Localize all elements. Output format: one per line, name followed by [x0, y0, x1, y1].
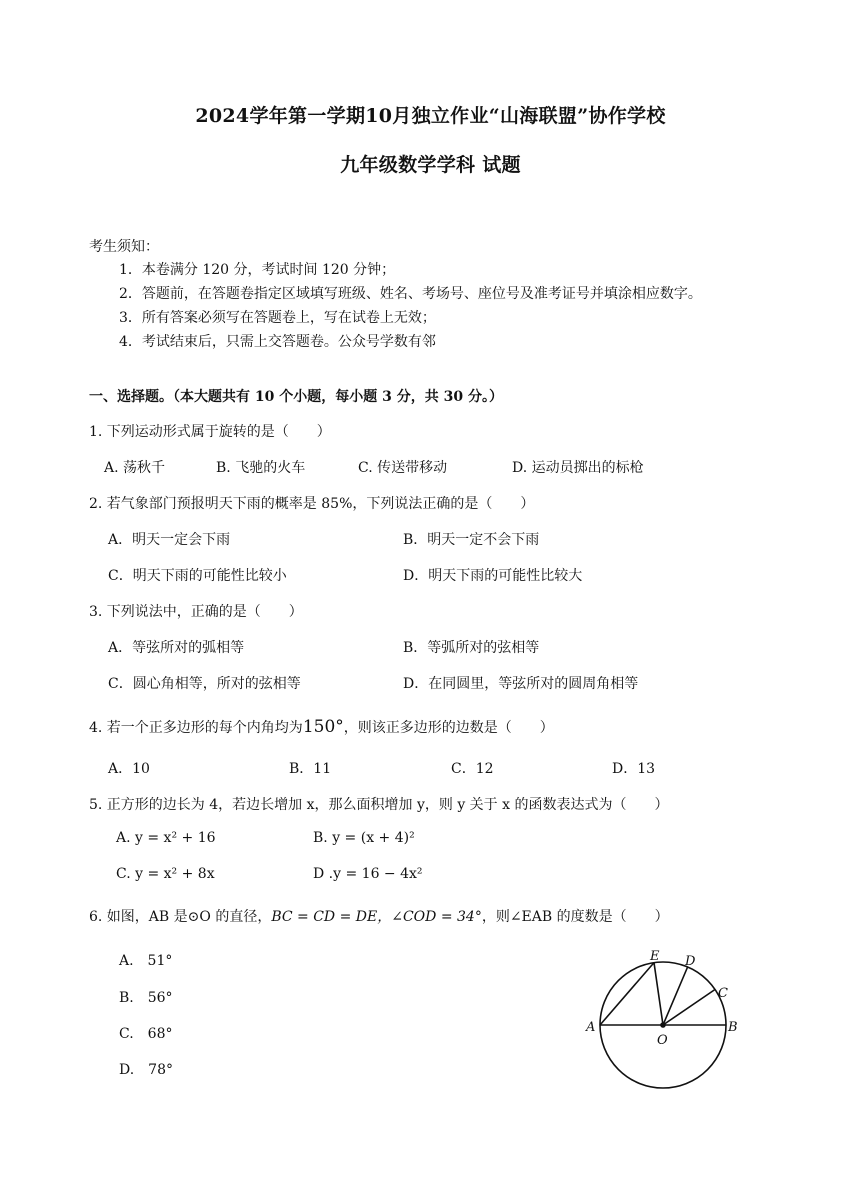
label-a: A	[586, 1020, 596, 1035]
circle-figure	[580, 940, 750, 1095]
option-b: B. 飞驰的火车	[216, 460, 306, 476]
option-d: D. 78°	[119, 1062, 173, 1078]
notice-item: 3．所有答案必须写在答题卷上，写在试卷上无效；	[119, 310, 436, 326]
stem-text: 4. 若一个正多边形的每个内角均为	[89, 720, 303, 736]
radius-oe	[654, 963, 663, 1025]
option-d: D．明天下雨的可能性比较大	[403, 568, 583, 584]
option-a: A. 荡秋千	[104, 460, 166, 476]
option-b: B. y = (x + 4)²	[313, 830, 415, 846]
option-b: B. 56°	[119, 990, 173, 1006]
label-c: C	[718, 986, 728, 1001]
option-d: D．13	[612, 761, 656, 777]
center-dot	[660, 1022, 666, 1028]
stem-text: ，则该正多边形的边数是（ ）	[343, 720, 554, 736]
option-a: A．10	[108, 761, 150, 777]
option-d: D .y = 16 − 4x²	[313, 866, 423, 882]
label-d: D	[685, 954, 696, 969]
notice-item: 1．本卷满分 120 分，考试时间 120 分钟；	[119, 262, 396, 278]
exam-title: 2024学年第一学期10月独立作业“山海联盟”协作学校	[195, 105, 666, 127]
angle-value: 150°	[302, 717, 344, 737]
question-stem: 1. 下列运动形式属于旋转的是（ ）	[89, 424, 331, 440]
option-c: C. y = x² + 8x	[116, 866, 215, 882]
notice-item: 4．考试结束后，只需上交答题卷。公众号学数有邻	[119, 334, 436, 350]
stem-text: ，则∠EAB 的度数是（ ）	[481, 909, 669, 925]
option-b: B．等弧所对的弦相等	[403, 640, 540, 656]
question-stem	[89, 906, 669, 926]
label-e: E	[650, 949, 660, 964]
option-c: C．12	[451, 761, 494, 777]
option-b: B．明天一定不会下雨	[403, 532, 540, 548]
option-b: B．11	[289, 761, 332, 777]
section-heading: 一、选择题。（本大题共有 10 个小题，每小题 3 分，共 30 分。）	[89, 389, 503, 405]
exam-subtitle: 九年级数学学科 试题	[340, 154, 521, 176]
option-a: A. 51°	[119, 953, 173, 969]
option-c: C．明天下雨的可能性比较小	[108, 568, 287, 584]
option-d: D. 运动员掷出的标枪	[512, 460, 644, 476]
notice-item: 2．答题前，在答题卷指定区域填写班级、姓名、考场号、座位号及准考证号并填涂相应数字。	[119, 286, 702, 302]
question-stem	[89, 717, 554, 737]
option-c: C. 68°	[119, 1026, 173, 1042]
stem-text: 6. 如图，AB 是⊙O 的直径，	[89, 909, 272, 925]
notice-heading: 考生须知：	[89, 239, 159, 255]
label-o: O	[657, 1033, 668, 1048]
arc-equation: BC = CD = DE，∠COD = 34°	[271, 909, 482, 925]
option-c: C. 传送带移动	[358, 460, 448, 476]
option-a: A. y = x² + 16	[116, 830, 216, 846]
label-b: B	[728, 1020, 738, 1035]
question-stem: 5. 正方形的边长为 4，若边长增加 x，那么面积增加 y，则 y 关于 x 的函数表达式为（ ）	[89, 797, 669, 813]
option-d: D．在同圆里，等弦所对的圆周角相等	[403, 676, 639, 692]
option-a: A．明天一定会下雨	[108, 532, 231, 548]
question-stem: 3. 下列说法中，正确的是（ ）	[89, 604, 303, 620]
question-stem: 2. 若气象部门预报明天下雨的概率是 85%，下列说法正确的是（ ）	[89, 496, 535, 512]
option-a: A．等弦所对的弧相等	[108, 640, 245, 656]
option-c: C．圆心角相等，所对的弦相等	[108, 676, 301, 692]
